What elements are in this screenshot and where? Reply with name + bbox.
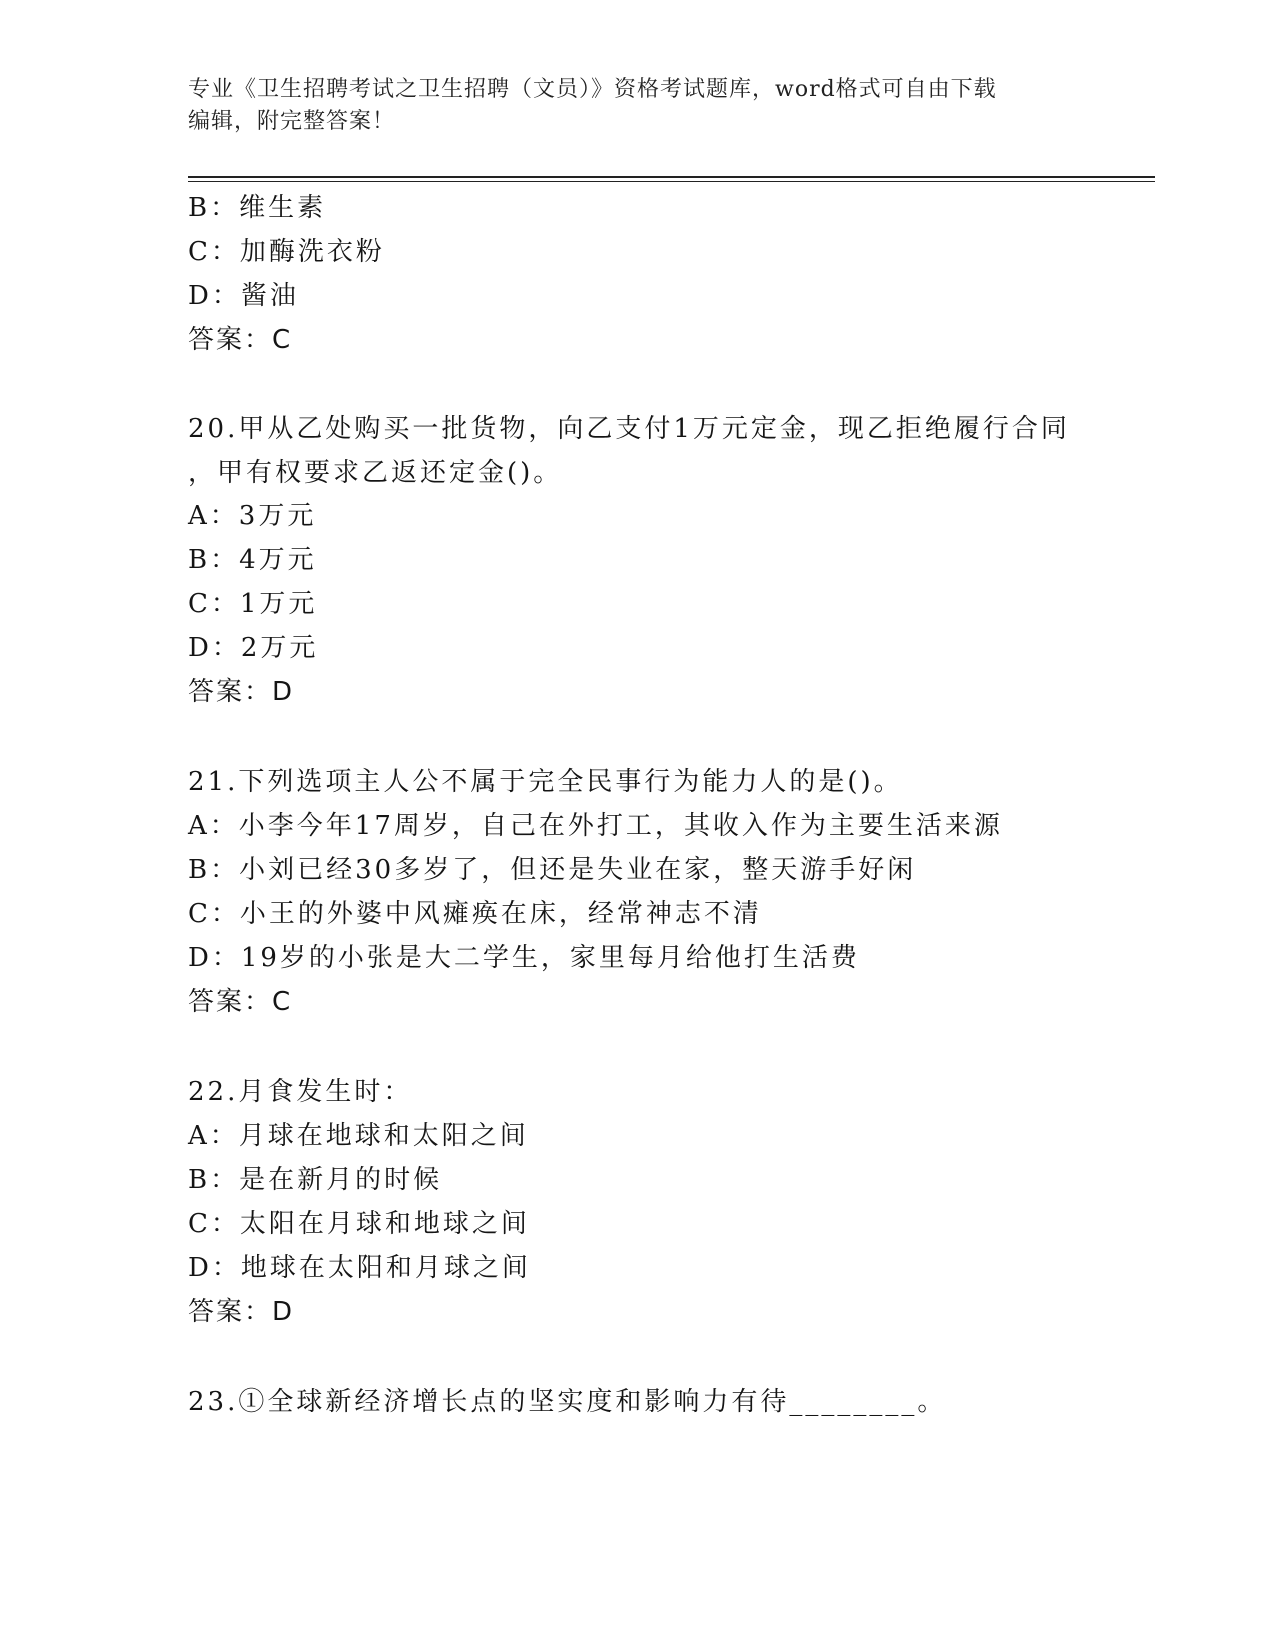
- header-line-2: 编辑，附完整答案！: [188, 109, 396, 134]
- q22-option-a: A：月球在地球和太阳之间: [188, 1121, 529, 1151]
- q20-option-d: D：2万元: [188, 633, 319, 663]
- q22-option-b: B：是在新月的时候: [188, 1165, 443, 1195]
- q20-answer: 答案：D: [188, 677, 295, 707]
- q22-answer: 答案：D: [188, 1297, 295, 1327]
- q21-option-c: C：小王的外婆中风瘫痪在床，经常神志不清: [188, 899, 762, 929]
- q19-option-c: C：加酶洗衣粉: [188, 237, 385, 267]
- q21-answer: 答案：C: [188, 987, 293, 1017]
- q21-option-d: D：19岁的小张是大二学生，家里每月给他打生活费: [188, 943, 860, 973]
- q23-question: 23.①全球新经济增长点的坚实度和影响力有待________。: [188, 1387, 947, 1417]
- q20-question-line-2: ，甲有权要求乙返还定金()。: [188, 458, 563, 488]
- q20-option-c: C：1万元: [188, 589, 318, 619]
- q21-question: 21.下列选项主人公不属于完全民事行为能力人的是()。: [188, 767, 903, 797]
- q22-option-d: D：地球在太阳和月球之间: [188, 1253, 531, 1283]
- q19-option-b: B：维生素: [188, 193, 327, 223]
- q19-option-d: D：酱油: [188, 281, 299, 311]
- header-rule-thick: [188, 176, 1155, 178]
- q19-answer: 答案：C: [188, 325, 293, 355]
- q22-question: 22.月食发生时：: [188, 1077, 413, 1107]
- q20-option-a: A：3万元: [188, 501, 317, 531]
- q20-option-b: B：4万元: [188, 545, 317, 575]
- q21-option-a: A：小李今年17周岁，自己在外打工，其收入作为主要生活来源: [188, 811, 1003, 841]
- q20-question-line-1: 20.甲从乙处购买一批货物，向乙支付1万元定金，现乙拒绝履行合同: [188, 414, 1070, 444]
- q21-option-b: B：小刘已经30多岁了，但还是失业在家，整天游手好闲: [188, 855, 917, 885]
- document-header: [188, 74, 1088, 138]
- header-line-1: 专业《卫生招聘考试之卫生招聘（文员）》资格考试题库，word格式可自由下载: [188, 77, 997, 102]
- header-rule-thin: [188, 181, 1155, 182]
- q22-option-c: C：太阳在月球和地球之间: [188, 1209, 530, 1239]
